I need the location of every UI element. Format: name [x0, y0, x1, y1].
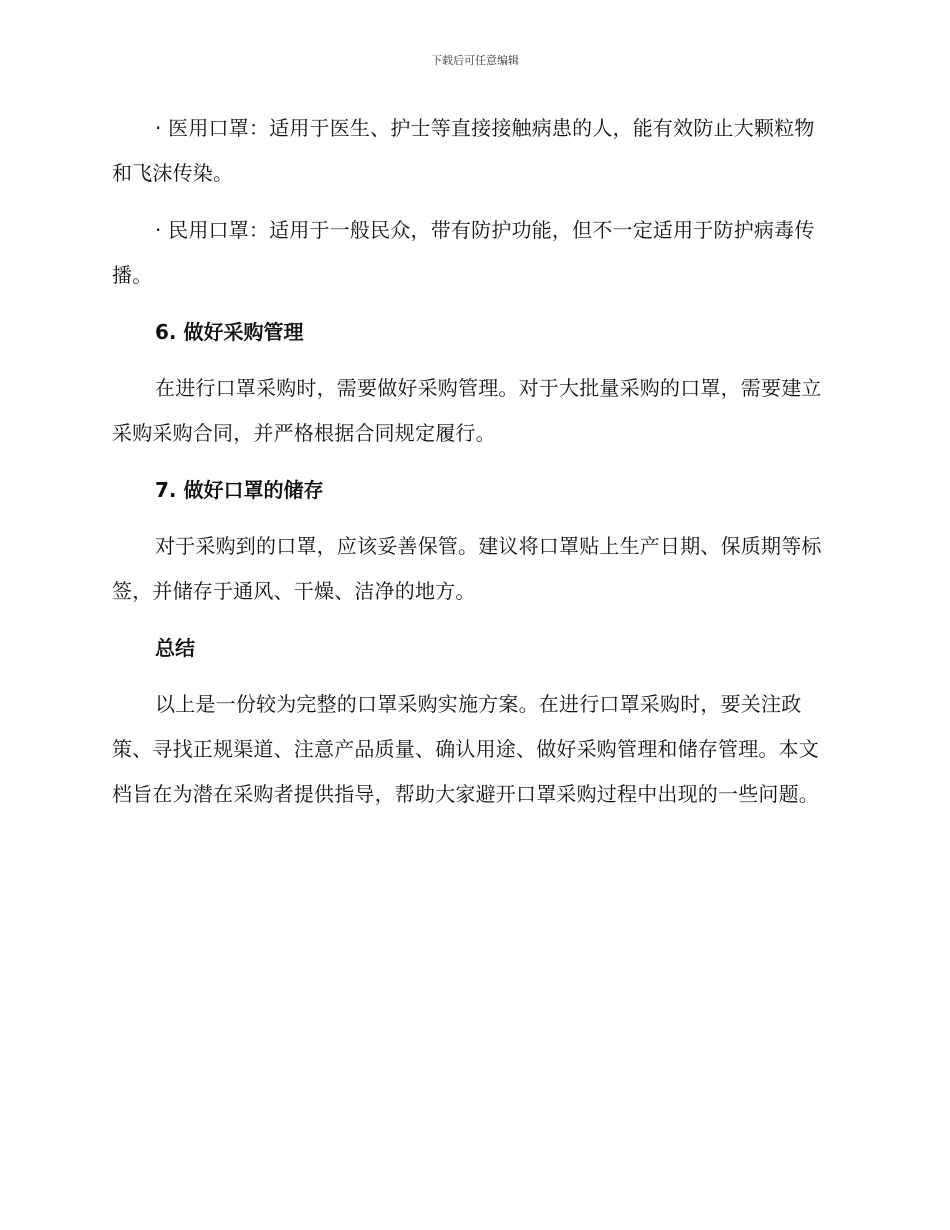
section-heading-summary: 总结	[155, 636, 195, 660]
paragraph-procurement-management: 在进行口罩采购时，需要做好采购管理。对于大批量采购的口罩，需要建立采购采购合同，并严格根据合同规定履行。	[112, 376, 822, 445]
paragraph-civil-mask: · 民用口罩：适用于一般民众，带有防护功能，但不一定适用于防护病毒传播。	[112, 218, 815, 287]
document-body	[112, 106, 832, 829]
paragraph-medical-mask: · 医用口罩：适用于医生、护士等直接接触病患的人，能有效防止大颗粒物和飞沫传染。	[112, 116, 815, 185]
paragraph-summary: 以上是一份较为完整的口罩采购实施方案。在进行口罩采购时，要关注政策、寻找正规渠道、注意产品质量、确认用途、做好采购管理和储存管理。本文档旨在为潜在采购者提供指导，帮助大家避开口罩采购过程中出现的一些问题。	[112, 692, 819, 806]
paragraph-mask-storage: 对于采购到的口罩，应该妥善保管。建议将口罩贴上生产日期、保质期等标签，并储存于通风、干燥、洁净的地方。	[112, 534, 822, 603]
page-header: 下载后可任意编辑	[431, 54, 519, 67]
section-heading-mask-storage: 7. 做好口罩的储存	[155, 478, 324, 502]
section-heading-procurement-management: 6. 做好采购管理	[155, 320, 304, 344]
